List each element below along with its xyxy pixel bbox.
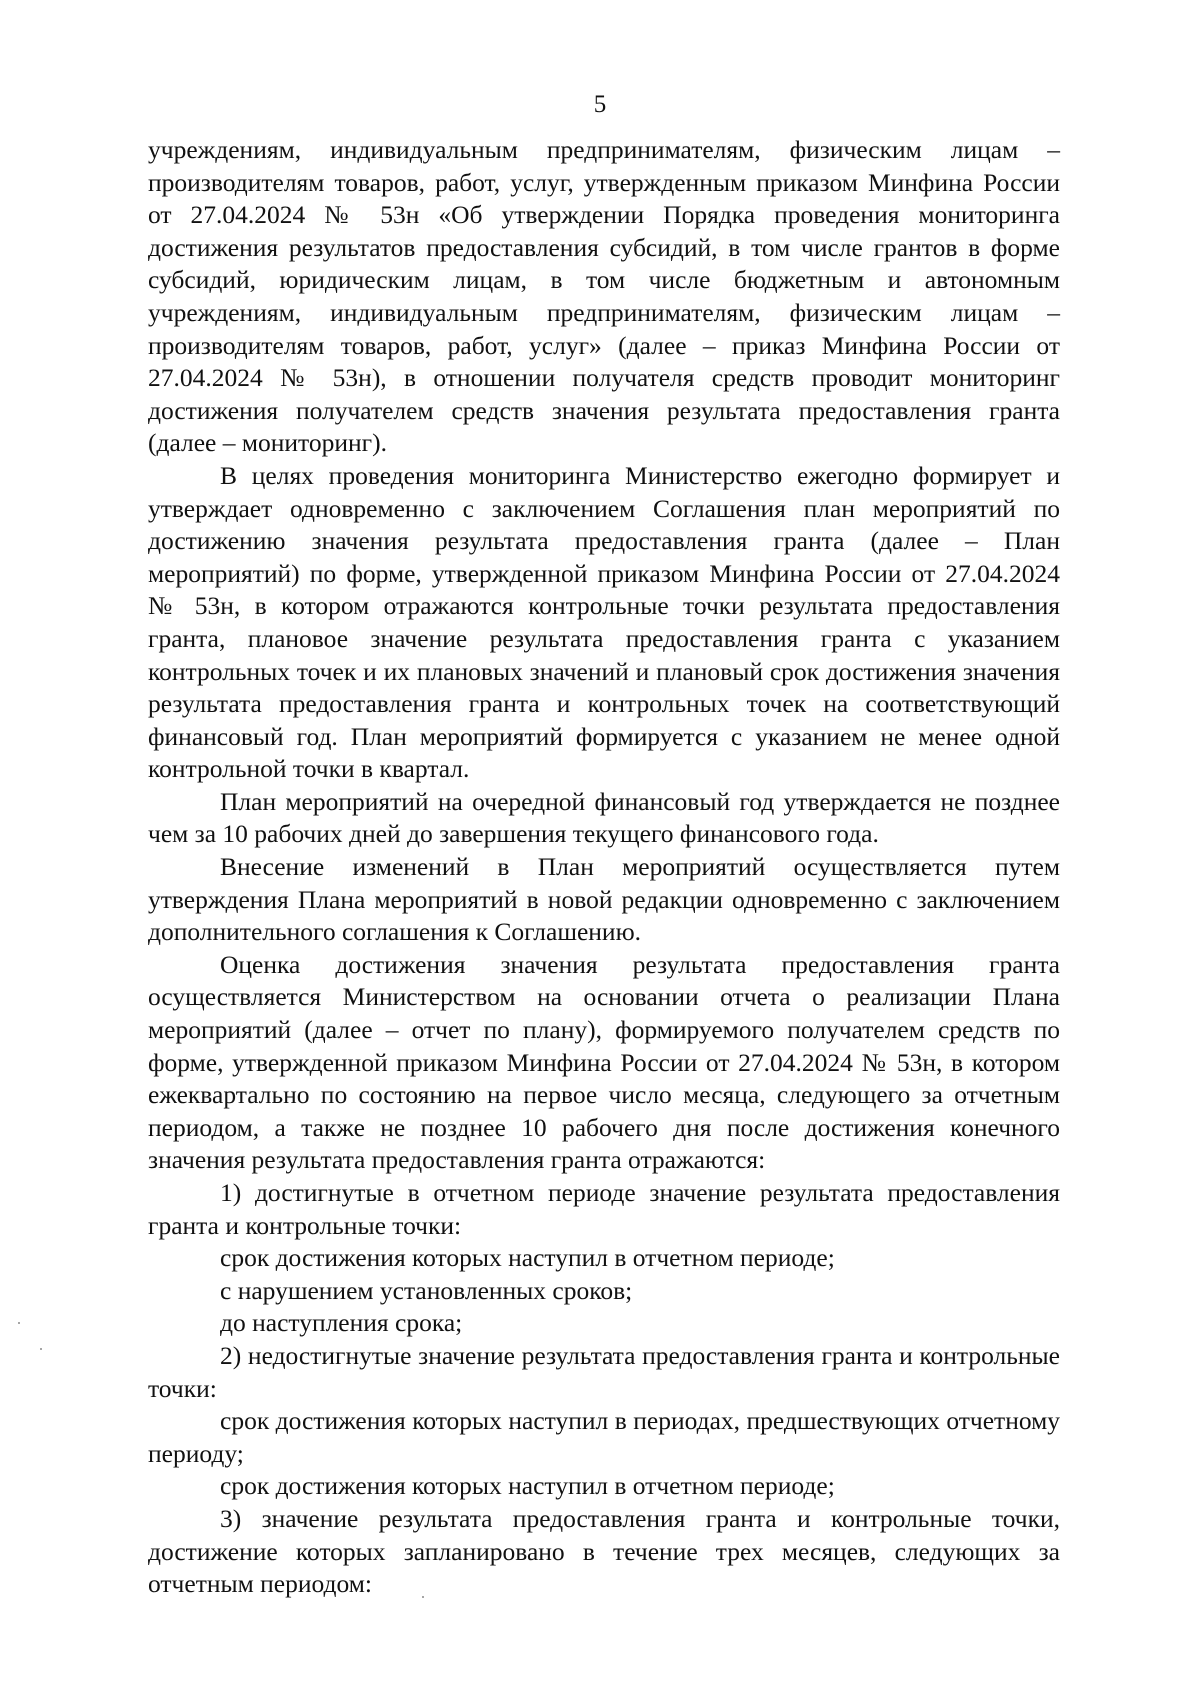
paragraph-plan-approval: План мероприятий на очередной финансовый год утверждается не позднее чем за 10 рабочих дней до завершения текущего финансового года.: [148, 786, 1060, 849]
list-item-not-achieved: 2) недостигнутые значение результата предоставления гранта и контрольные точки:: [148, 1340, 1060, 1403]
sub-item-achieved-late: с нарушением установленных сроков;: [220, 1275, 633, 1305]
list-item-planned: 3) значение результата предоставления гранта и контрольные точки, достижение которых запланировано в течение трех месяцев, следующих за отчетным периодом:: [148, 1503, 1060, 1599]
scan-artifact: [18, 1322, 20, 1324]
scan-artifact: [40, 1348, 42, 1350]
paragraph-assessment: Оценка достижения значения результата предоставления гранта осуществляется Министерством на основании отчета о реализации Плана мероприятий (далее – отчет по плану), формируемого получателем средств по форме, утвержденной приказом Минфина России от 27.04.2024 № 53н, в котором ежеквартально по состоянию на первое число месяца, следующего за отчетным периодом, а также не позднее 10 рабочего дня после достижения конечного значения результата предоставления гранта отражаются:: [148, 949, 1060, 1175]
document-body: [148, 134, 1060, 1601]
paragraph-continuation: учреждениям, индивидуальным предпринимателям, физическим лицам – производителям товаров, работ, услуг, утвержденным приказом Минфина России от 27.04.2024 № 53н «Об утверждении Порядка проведения мониторинга достижения результатов предоставления субсидий, в том числе грантов в форме субсидий, юридическим лицам, в том числе бюджетным и автономным учреждениям, индивидуальным предпринимателям, физическим лицам – производителям товаров, работ, услуг» (далее – приказ Минфина России от 27.04.2024 № 53н), в отношении получателя средств проводит мониторинг достижения получателем средств значения результата предоставления гранта (далее – мониторинг).: [148, 135, 1060, 458]
paragraph-plan-changes: Внесение изменений в План мероприятий осуществляется путем утверждения Плана мероприятий в новой редакции одновременно с заключением дополнительного соглашения к Соглашению.: [148, 852, 1060, 947]
paragraph-monitoring-plan: В целях проведения мониторинга Министерство ежегодно формирует и утверждает одновременно с заключением Соглашения план мероприятий по достижению значения результата предоставления гранта (далее – План мероприятий) по форме, утвержденной приказом Минфина России от 27.04.2024 № 53н, в котором отражаются контрольные точки результата предоставления гранта, плановое значение результата предоставления гранта с указанием контрольных точек и их плановых значений и плановый срок достижения значения результата предоставления гранта и контрольных точек на соответствующий финансовый год. План мероприятий формируется с указанием не менее одной контрольной точки в квартал.: [148, 460, 1060, 784]
list-item-achieved: 1) достигнутые в отчетном периоде значение результата предоставления гранта и контрольные точки:: [148, 1178, 1060, 1240]
sub-item-achieved-in-period: срок достижения которых наступил в отчетном периоде;: [220, 1243, 835, 1273]
page-number: 5: [593, 91, 607, 118]
sub-item-achieved-early: до наступления срока;: [220, 1308, 463, 1338]
scan-artifact: [422, 1596, 424, 1598]
sub-item-current-period: срок достижения которых наступил в отчетном периоде;: [220, 1471, 835, 1501]
sub-item-prior-periods: срок достижения которых наступил в периодах, предшествующих отчетному периоду;: [148, 1406, 1060, 1468]
